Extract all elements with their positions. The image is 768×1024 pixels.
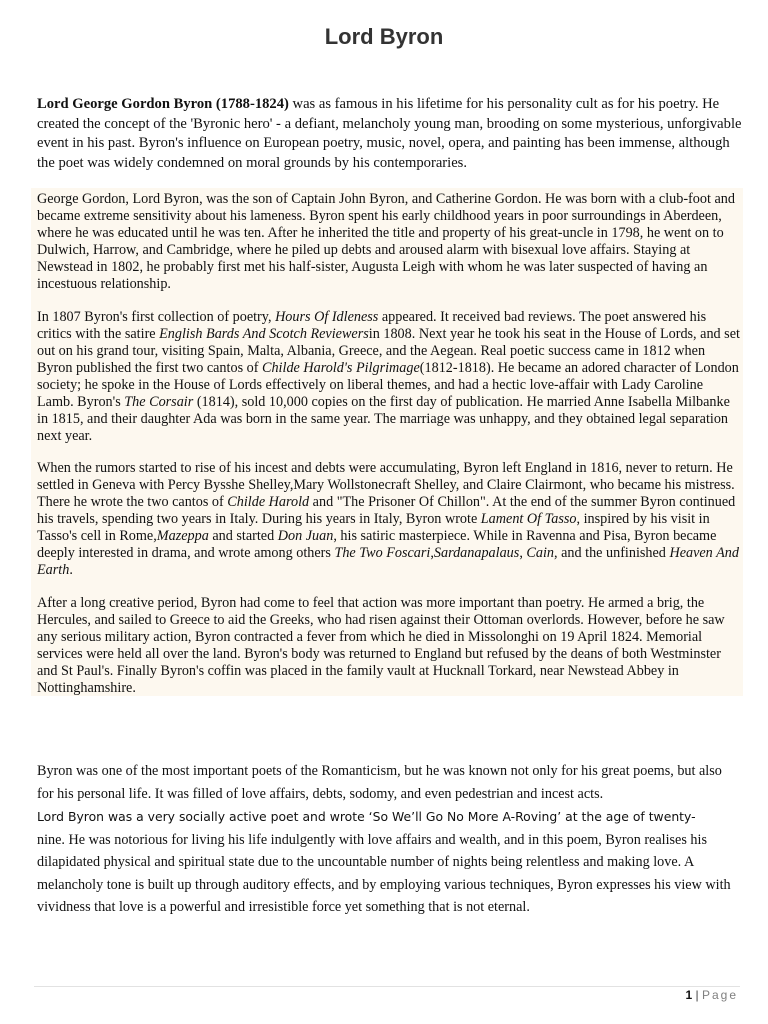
text-run: and "The Prisoner Of Chillon". At the end of the summer Byron continued his travels, spending two years in Italy. During his years in Italy, Byron wrote [37,494,736,527]
book-title: Cain [526,545,554,561]
book-title: The Corsair [124,394,194,410]
page-title: Lord Byron [324,24,444,49]
paragraph-early-life: George Gordon, Lord Byron, was the son of Captain John Byron, and Catherine Gordon. He was born with a club-foot and became extreme sensitivity about his lameness. Byron spent his early childhood years in poor surroundings in Aberdeen, where he was educated until he was ten. After he inherited the title and property of his great-uncle in 1798, he went on to Dulwich, Harrow, and Cambridge, where he piled up debts and aroused alarm with bisexual love affairs. Staying at Newstead in 1802, he probably first met his half-sister, Augusta Leigh with whom he was later suspected of having an incestuous relationship. [37,191,735,292]
intro-bold-name: Lord George Gordon Byron (1788-1824) [37,96,289,112]
text-run: , inspired by his visit in Tasso's cell in Rome, [37,511,710,544]
footer-separator: | [692,988,702,1002]
text-run: nine. He was notorious for living his life indulgently with love affairs and wealth, and in this poem, Byron realises his dilapidated physical and spiritual state due to the uncountable number of nights being relentless and making love. A melancholy tone is built up through auditory effects, and by employing various techniques, Byron expresses his view with vividness that love is a powerful and irresistible force yet something that is not eternal. [37,831,731,916]
book-title: Lament Of Tasso [480,511,577,527]
book-title: Don Juan [277,528,334,544]
text-run: , his satiric masterpiece. While in Ravenna and Pisa, Byron became deeply interested in drama, and wrote among others [37,528,717,561]
book-title: Mazeppa [156,528,209,544]
text-run: appeared. It received bad reviews. The poet answered his critics with the satire [37,309,707,342]
text-run-sans: Lord Byron was a very socially active poet and wrote ‘So We’ll Go No More A-Roving’ at the age of twenty- [37,809,696,824]
intro-paragraph [37,95,743,173]
book-title: Sardanapalaus [433,545,520,561]
book-title: The Two Foscari [334,545,431,561]
text-run: in 1808. Next year he took his seat in the House of Lords, and set out on his grand tour, visiting Spain, Malta, Albania, Greece, and the Aegean. Real poetic success came in 1812 when Byron published the first two cantos of [37,326,740,376]
paragraph-romanticism: Byron was one of the most important poets of the Romanticism, but he was known not only for his great poems, but also for his personal life. It was filled of love affairs, debts, sodomy, and even pedestrian and incest acts. [37,763,722,802]
text-run: (1814), sold 10,000 copies on the first day of publication. He married Anne Isabella Milbanke in 1815, and their daughter Ada was born in the same year. The marriage was unhappy, and they obtained legal separation next year. [37,394,730,444]
paragraph-poem-analysis [37,806,737,919]
text-run: , and the unfinished [554,545,670,561]
text-run: , [430,545,434,561]
text-run: . [69,562,73,578]
footer-divider [34,986,740,987]
book-title: Childe Harold [227,494,310,510]
paragraph-death: After a long creative period, Byron had come to feel that action was more important than poetry. He armed a brig, the Hercules, and sailed to Greece to aid the Greeks, who had risen against their Ottoman overlords. However, before he saw any serious military action, Byron contracted a fever from which he died in Missolonghi on 19 April 1824. Memorial services were held all over the land. Byron's body was returned to England but refused by the deans of both Westminster and St Paul's. Finally Byron's coffin was placed in the family vault at Hucknall Torkard, near Newstead Abbey in Nottinghamshire. [37,595,725,696]
book-title: Hours Of Idleness [275,309,379,325]
intro-text: was as famous in his lifetime for his personality cult as for his poetry. He created the concept of the 'Byronic hero' - a defiant, melancholy young man, brooding on some mysterious, unforgivable event in his past. Byron's influence on European poetry, music, novel, opera, and painting has been immense, although the poet was widely condemned on moral grounds by his contemporaries. [37,96,742,171]
text-run: (1812-1818). He became an adored character of London society; he spoke in the House of Lords effectively on liberal themes, and had a hectic love-affair with Lady Caroline Lamb. Byron's [37,360,739,410]
text-run: In 1807 Byron's first collection of poetry, [37,309,276,325]
text-run: and started [208,528,278,544]
book-title: Heaven And Earth [37,545,739,578]
text-run: , [519,545,527,561]
paragraph-exile [37,460,743,579]
text-run: When the rumors started to rise of his incest and debts were accumulating, Byron left England in 1816, never to return. He settled in Geneva with Percy Bysshe Shelley,Mary Wollstonecraft Shelley, and Claire Clairmont, who became his mistress. There he wrote the two cantos of [37,460,735,510]
page-label: Page [701,988,738,1002]
book-title: Childe Harold's Pilgrimage [262,360,420,376]
page-number: 1 [685,988,693,1002]
page-footer [685,988,738,1002]
paragraph-first-works [37,309,743,445]
book-title: English Bards And Scotch Reviewers [159,326,369,342]
